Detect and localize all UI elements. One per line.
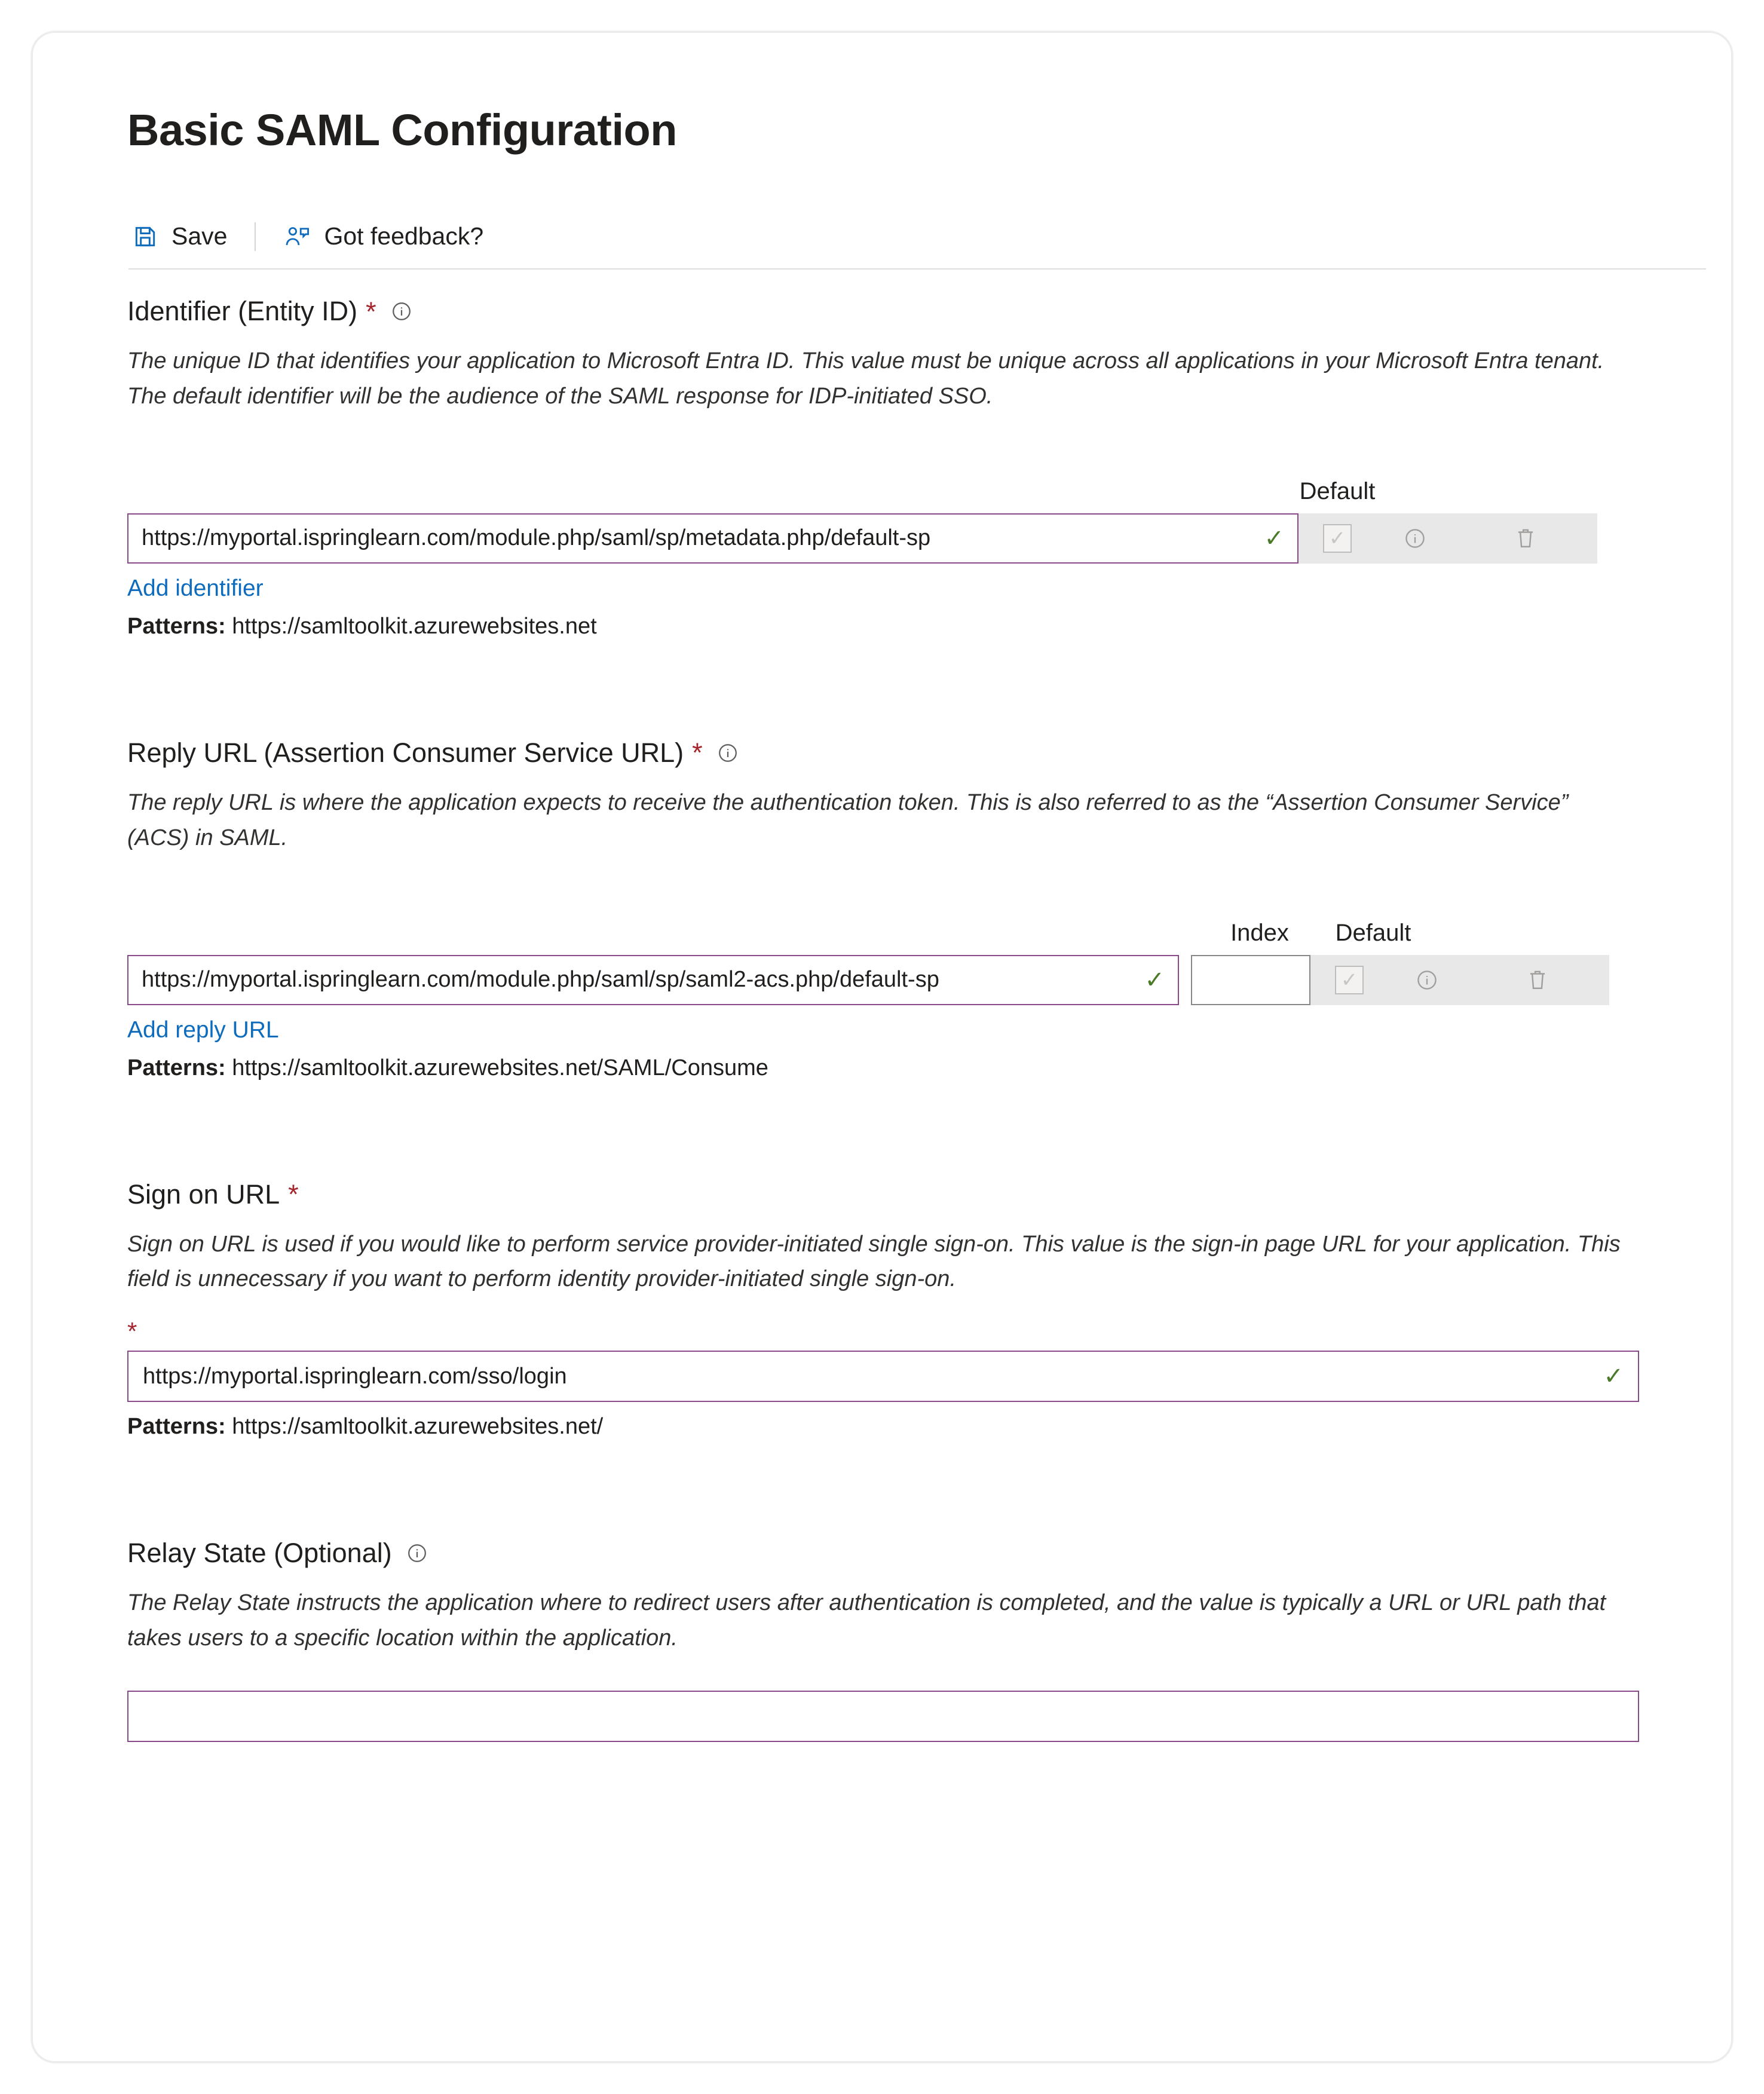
identifier-column-headers	[127, 472, 1681, 505]
identifier-patterns-label: Patterns:	[127, 613, 226, 639]
field-identifier	[127, 296, 1681, 639]
save-icon	[132, 224, 158, 250]
command-bar	[128, 220, 1706, 270]
reply-url-info-icon-cell	[1388, 969, 1466, 991]
identifier-input-row	[127, 513, 1681, 564]
reply-url-input-row	[127, 955, 1681, 1005]
row-info-icon	[1416, 969, 1438, 991]
valid-check-icon: ✓	[1264, 525, 1284, 552]
feedback-label: Got feedback?	[324, 222, 484, 250]
reply-url-column-headers	[127, 913, 1681, 947]
identifier-default-checkbox-cell	[1298, 524, 1376, 553]
identifier-required-mark: *	[366, 296, 376, 327]
row-info-icon	[1404, 527, 1426, 550]
sign-on-url-input[interactable]	[127, 1351, 1639, 1402]
reply-url-default-checkbox: ✓	[1335, 966, 1364, 994]
spacer-2	[127, 1081, 1681, 1153]
reply-url-index-input[interactable]	[1191, 955, 1310, 1005]
identifier-row-actions	[1298, 513, 1597, 564]
reply-url-patterns-value: https://samltoolkit.azurewebsites.net/SAML/Consume	[232, 1055, 768, 1080]
reply-url-index-column-header: Index	[1230, 919, 1289, 946]
reply-url-input-value: https://myportal.ispringlearn.com/module.php/saml/sp/saml2-acs.php/default-sp	[142, 967, 939, 993]
add-identifier-link[interactable]: Add identifier	[127, 575, 264, 601]
reply-url-patterns	[127, 1055, 1681, 1081]
page-title: Basic SAML Configuration	[127, 105, 677, 155]
identifier-description: The unique ID that identifies your application to Microsoft Entra ID. This value must be unique across all applications in your Microsoft Entra tenant. The default identifier will be the audience of the SAML response for IDP-initiated SSO.	[127, 348, 1604, 409]
toolbar-divider	[255, 222, 256, 251]
reply-url-description: The reply URL is where the application expects to receive the authentication token. This is also referred to as the “Assertion Consumer Service” (ACS) in SAML.	[127, 789, 1569, 850]
reply-url-default-column-header: Default	[1335, 919, 1411, 946]
identifier-input[interactable]	[127, 513, 1298, 564]
reply-url-row-actions	[1310, 955, 1609, 1005]
reply-url-label-row	[127, 737, 1681, 769]
valid-check-icon: ✓	[1144, 966, 1165, 993]
relay-state-label-row	[127, 1538, 1681, 1569]
spacer-1	[127, 639, 1681, 711]
sign-on-url-inline-required-mark: *	[127, 1317, 137, 1346]
valid-check-icon: ✓	[1603, 1363, 1624, 1390]
trash-icon	[1514, 526, 1538, 551]
panel-content	[127, 105, 1681, 1742]
sign-on-url-patterns	[127, 1414, 1681, 1440]
feedback-person-icon	[283, 224, 311, 250]
identifier-input-value: https://myportal.ispringlearn.com/module.php/saml/sp/metadata.php/default-sp	[142, 525, 931, 551]
trash-icon	[1526, 968, 1549, 993]
relay-state-input[interactable]	[127, 1691, 1639, 1742]
spacer-4	[127, 1656, 1681, 1691]
identifier-label: Identifier (Entity ID)	[127, 296, 358, 326]
relay-state-description: The Relay State instructs the application where to redirect users after authentication is completed, and the value is typically a URL or URL path that takes users to a specific location within the application.	[127, 1590, 1606, 1651]
spacer-3	[127, 1440, 1681, 1511]
sign-on-url-input-value: https://myportal.ispringlearn.com/sso/login	[143, 1363, 567, 1389]
reply-url-delete-cell[interactable]	[1466, 968, 1609, 993]
reply-url-patterns-label: Patterns:	[127, 1055, 226, 1080]
save-button[interactable]	[128, 220, 231, 253]
field-reply-url	[127, 737, 1681, 1081]
sign-on-url-label-row	[127, 1179, 1681, 1210]
sign-on-url-required-mark: *	[288, 1179, 299, 1210]
field-sign-on-url	[127, 1179, 1681, 1440]
relay-state-label: Relay State (Optional)	[127, 1538, 392, 1569]
saml-configuration-panel	[31, 31, 1733, 2063]
info-icon[interactable]	[391, 301, 412, 322]
got-feedback-button[interactable]	[280, 220, 487, 253]
identifier-default-checkbox: ✓	[1323, 524, 1352, 553]
reply-url-default-checkbox-cell	[1310, 966, 1388, 994]
field-relay-state	[127, 1538, 1681, 1742]
identifier-delete-cell[interactable]	[1454, 526, 1597, 551]
sign-on-url-patterns-value: https://samltoolkit.azurewebsites.net/	[232, 1414, 604, 1440]
reply-url-required-mark: *	[692, 737, 703, 769]
reply-url-label: Reply URL (Assertion Consumer Service URL)	[127, 737, 684, 768]
identifier-patterns	[127, 614, 1681, 639]
identifier-info-icon-cell	[1376, 527, 1454, 550]
reply-url-input[interactable]	[127, 955, 1179, 1005]
sign-on-url-label: Sign on URL	[127, 1178, 280, 1210]
save-label: Save	[172, 222, 228, 250]
sign-on-url-description: Sign on URL is used if you would like to perform service provider-initiated single sign-on. This value is the sign-in page URL for your application. This field is unnecessary if you want to perform identity provider-initiated single sign-on.	[127, 1231, 1621, 1292]
identifier-label-row	[127, 296, 1681, 327]
add-reply-url-link[interactable]: Add reply URL	[127, 1017, 279, 1043]
identifier-default-column-header: Default	[1299, 477, 1376, 504]
sign-on-url-patterns-label: Patterns:	[127, 1414, 226, 1440]
info-icon[interactable]	[717, 742, 739, 764]
info-icon[interactable]	[406, 1542, 428, 1564]
identifier-patterns-value: https://samltoolkit.azurewebsites.net	[232, 613, 597, 639]
